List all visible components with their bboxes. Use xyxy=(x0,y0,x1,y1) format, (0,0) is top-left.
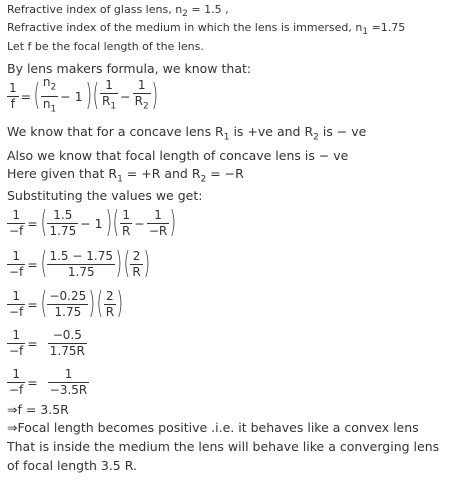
substituting-line: Substituting the values we get: xyxy=(7,188,203,203)
lens-makers-formula: $\frac{1}{f}$ = ( $\frac{n_2}{n_1}$ − 1 ) ( $\frac{1}{R_1}$ − $\frac{1}{R_2}$ ) xyxy=(9,75,158,114)
medium-index-line: Refractive index of the medium in which the lens is immersed, $n_1 =1.75$ xyxy=(7,21,406,38)
focal-length-line: Let f be the focal length of the lens. xyxy=(7,40,204,53)
conclusion-line-2: That is inside the medium the lens will behave like a converging lens xyxy=(7,439,440,454)
equation-step-5: $\frac{1}{-f}$ = $\frac{1}{-3.5R}$ xyxy=(9,366,88,397)
focal-sign-line: Also we know that focal length of concave lens is − ve xyxy=(7,148,349,163)
equation-step-1: $\frac{1}{-f}$ = ( $\frac{1.5}{1.75}$ − 1 ) ( $\frac{1}{R}$ − $\frac{1}{-R}$ ) xyxy=(9,205,177,240)
result-line: ⇒f = 3.5R xyxy=(7,402,69,417)
frac-1-over-f: $\frac{1}{f}$ xyxy=(9,80,17,111)
given-values-line: Here given that $R_1 = +R$ and $R_2 = -R$ xyxy=(7,166,244,185)
equation-step-3: $\frac{1}{-f}$ = ( $\frac{-0.25}{1.75}$ ) ( $\frac{2}{R}$ ) xyxy=(9,286,124,321)
equation-step-4: $\frac{1}{-f}$ = $\frac{-0.5}{1.75R}$ xyxy=(9,327,85,358)
equation-step-2: $\frac{1}{-f}$ = ( $\frac{1.5 - 1.75}{1.75}$ ) ( $\frac{2}{R}$ ) xyxy=(9,246,150,281)
lens-maker-intro: By lens makers formula, we know that: xyxy=(7,61,252,76)
conclusion-line-1: ⇒Focal length becomes positive .i.e. it behaves like a convex lens xyxy=(7,420,419,435)
glass-index-line: Refractive index of glass lens, $n_2 = 1.5$ , xyxy=(7,3,229,20)
sign-convention-line: We know that for a concave lens $R_1$ is +ve and $R_2$ is − ve xyxy=(7,124,367,143)
conclusion-line-3: of focal length 3.5 R. xyxy=(7,458,137,473)
